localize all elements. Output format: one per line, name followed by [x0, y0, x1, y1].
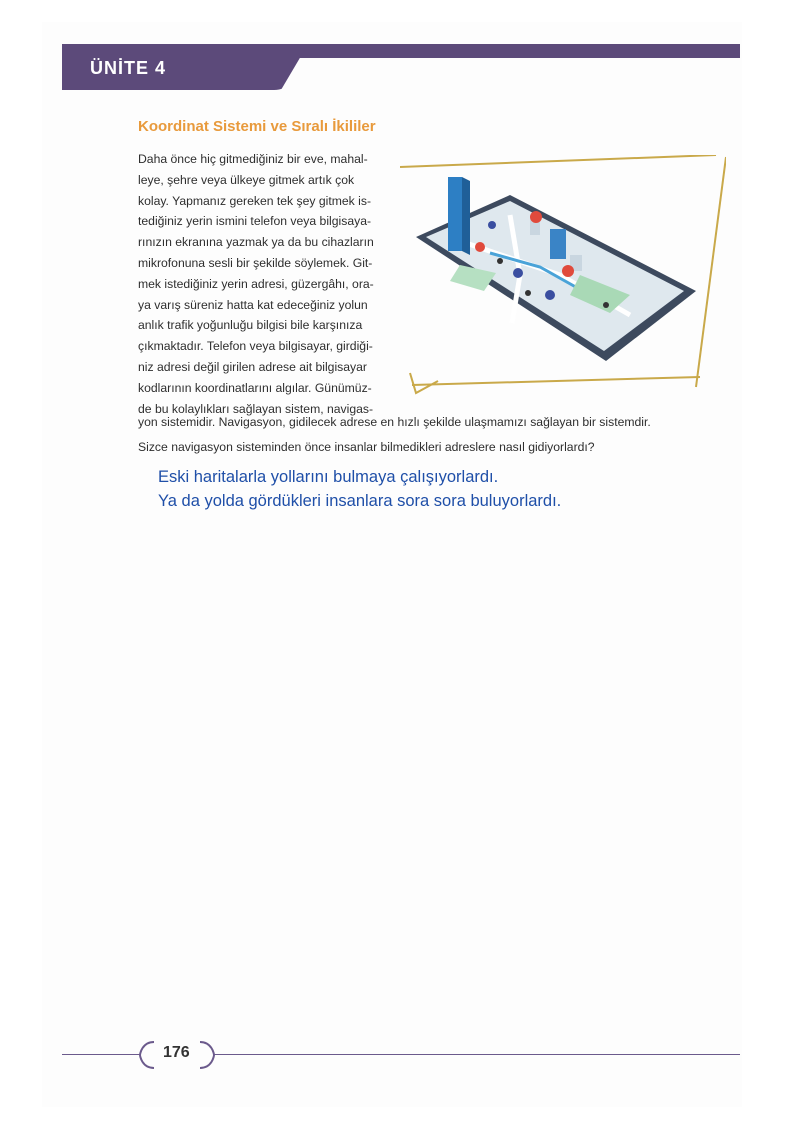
- frame-left-corner: [410, 373, 438, 393]
- answer-line-1: Eski haritalarla yollarını bulmaya çalışıyorlardı.: [158, 468, 499, 486]
- body-line: mek istediğiniz yerin adresi, güzergâhı, ora-: [138, 276, 374, 291]
- map-pin-icon: [513, 268, 523, 278]
- body-line: tediğiniz yerin ismini telefon veya bilgisaya-: [138, 214, 372, 229]
- body-paragraph: [138, 149, 396, 419]
- body-wide-line: yon sistemidir. Navigasyon, gidilecek adrese en hızlı şekilde ulaşmamızı sağlayan bir sistemdir.: [138, 415, 651, 429]
- frame-top-line: [400, 155, 716, 167]
- body-line: mikrofonuna sesli bir şekilde söylemek. Git-: [138, 255, 373, 270]
- body-line: Daha önce hiç gitmediğiniz bir eve, mahal-: [138, 152, 368, 166]
- person-icon: [603, 302, 609, 308]
- body-line: anlık trafik yoğunluğu bilgisi bile karşınıza: [138, 318, 363, 333]
- unit-label: ÜNİTE 4: [90, 58, 167, 78]
- page-bracket-right: [198, 1040, 218, 1070]
- footer-rule-left: [62, 1054, 140, 1055]
- footer-rule-right: [214, 1054, 740, 1055]
- map-pin-icon: [562, 265, 574, 277]
- map-pin-icon: [530, 211, 542, 223]
- section-title: Koordinat Sistemi ve Sıralı İkililer: [138, 118, 376, 135]
- frame-bottom-line: [412, 377, 700, 385]
- body-line: niz adresi değil girilen adrese ait bilgisayar: [138, 359, 367, 374]
- question-text: Sizce navigasyon sisteminden önce insanlar bilmedikleri adreslere nasıl gidiyorlardı?: [138, 440, 595, 454]
- map-pin-icon: [545, 290, 555, 300]
- body-line: ya varış süreniz hatta kat edeceğiniz yolun: [138, 297, 368, 312]
- map-pin-icon: [488, 221, 496, 229]
- map-pin-icon: [475, 242, 485, 252]
- page-bracket-left: [136, 1040, 156, 1070]
- tall-building: [448, 177, 462, 251]
- answer-line-2: Ya da yolda gördükleri insanlara sora sora buluyorlardı.: [158, 492, 562, 510]
- body-line: kolay. Yapmanız gereken tek şey gitmek is-: [138, 193, 372, 208]
- body-line: kodlarının koordinatlarını algılar. Günümüz-: [138, 380, 372, 395]
- building: [550, 229, 566, 259]
- person-icon: [497, 258, 503, 264]
- person-icon: [525, 290, 531, 296]
- body-line: rınızın ekranına yazmak ya da bu cihazların: [138, 235, 374, 250]
- frame-right-line: [696, 157, 726, 387]
- navigation-phone-illustration: [400, 155, 726, 395]
- body-line: leye, şehre veya ülkeye gitmek artık çok: [138, 172, 355, 187]
- body-line: de bu kolaylıkları sağlayan sistem, navigas-: [138, 401, 374, 416]
- body-line: çıkmaktadır. Telefon veya bilgisayar, girdiği-: [138, 339, 373, 354]
- page-number: 176: [163, 1044, 190, 1061]
- tall-building-side: [462, 177, 470, 255]
